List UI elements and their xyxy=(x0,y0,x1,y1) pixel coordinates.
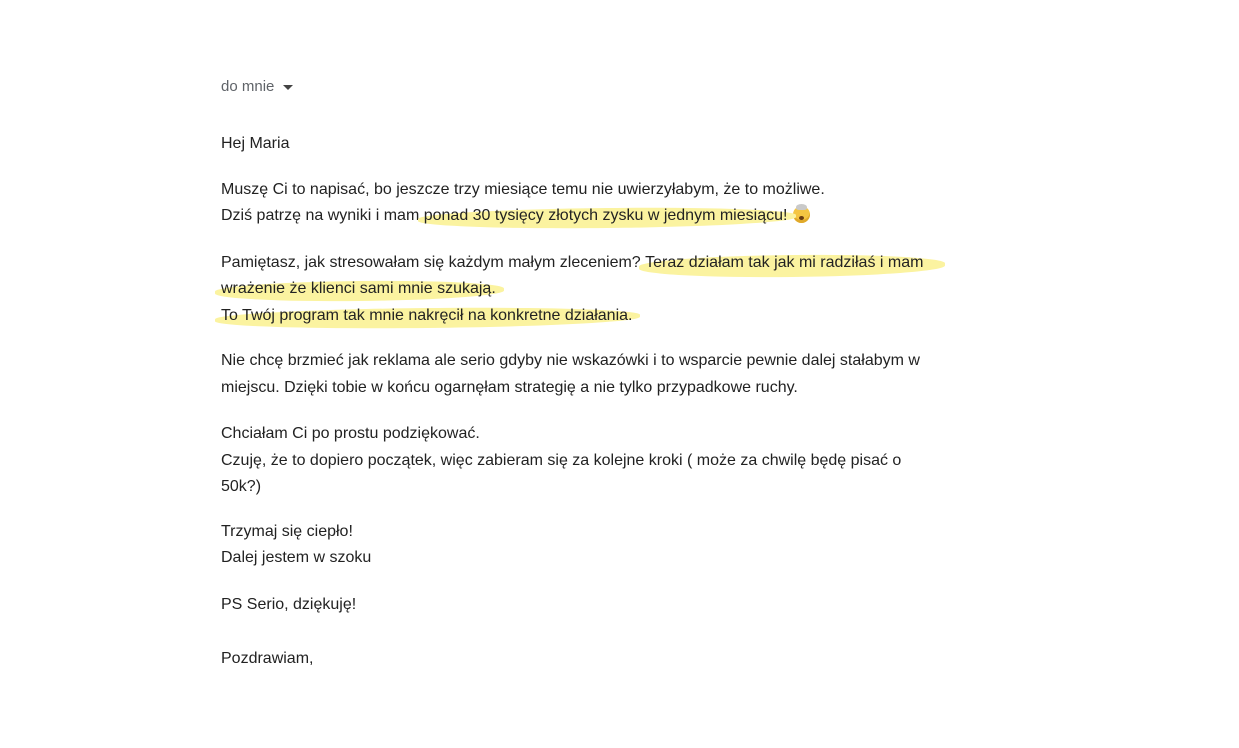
exploding-head-icon xyxy=(793,206,810,223)
paragraph-5-line-1: Trzymaj się ciepło! xyxy=(221,523,353,540)
paragraph-4-line-2: Czuję, że to dopiero początek, więc zabieram się za kolejne kroki ( może za chwilę będę pisać o xyxy=(221,452,902,469)
recipient-dropdown[interactable] xyxy=(221,78,293,95)
paragraph-4-line-3: 50k?) xyxy=(221,478,262,495)
paragraph-1-line-1: Muszę Ci to napisać, bo jeszcze trzy miesiące temu nie uwierzyłabym, że to możliwe. xyxy=(221,181,825,198)
paragraph-5-line-2: Dalej jestem w szoku xyxy=(221,549,372,566)
highlighted-text: wrażenie że klienci sami mnie szukają. xyxy=(221,280,496,297)
greeting: Hej Maria xyxy=(221,135,290,152)
postscript: PS Serio, dziękuję! xyxy=(221,596,357,613)
paragraph-2-line-3 xyxy=(221,306,632,326)
paragraph-1-line-2 xyxy=(221,206,810,226)
paragraph-3-line-1: Nie chcę brzmieć jak reklama ale serio gdyby nie wskazówki i to wsparcie pewnie dalej stałabym w xyxy=(221,352,920,369)
highlighted-text: To Twój program tak mnie nakręcił na konkretne działania. xyxy=(221,307,633,324)
highlighted-text: ponad 30 tysięcy złotych zysku w jednym miesiącu! xyxy=(423,207,788,224)
paragraph-2-line-2 xyxy=(221,279,496,299)
paragraph-3-line-2: miejscu. Dzięki tobie w końcu ogarnęłam strategię a nie tylko przypadkowe ruchy. xyxy=(221,379,798,396)
caret-down-icon[interactable] xyxy=(283,85,293,90)
paragraph-2-line-1 xyxy=(221,253,923,273)
text-segment: Dziś patrzę na wyniki i mam xyxy=(221,207,424,224)
text-segment: Pamiętasz, jak stresowałam się każdym małym zleceniem? xyxy=(221,254,646,271)
recipient-label: do mnie xyxy=(221,78,275,95)
paragraph-4-line-1: Chciałam Ci po prostu podziękować. xyxy=(221,425,480,442)
highlighted-text: Teraz działam tak jak mi radziłaś i mam xyxy=(645,254,924,271)
signoff: Pozdrawiam, xyxy=(221,650,314,667)
